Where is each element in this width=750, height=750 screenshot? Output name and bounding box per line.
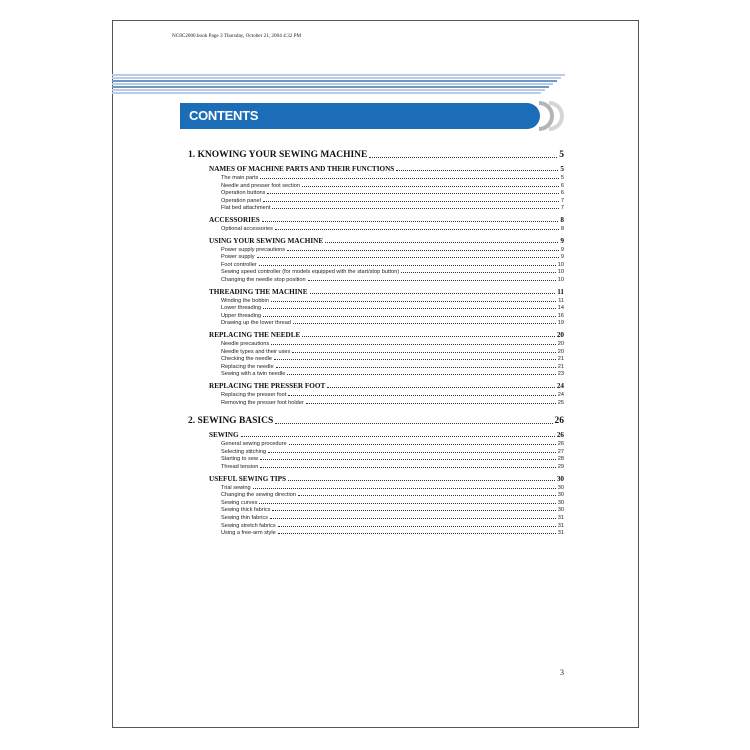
toc-item xyxy=(221,449,564,455)
toc-item xyxy=(221,371,564,377)
toc-item xyxy=(221,515,564,521)
toc-entry-page: 20 xyxy=(557,341,564,347)
dot-leader xyxy=(298,495,556,496)
dot-leader xyxy=(271,301,556,302)
toc-entry-page: 31 xyxy=(557,522,564,529)
toc-entry-page: 31 xyxy=(557,530,564,537)
toc-entry-page: 24 xyxy=(556,382,564,390)
toc-entry-title: REPLACING THE NEEDLE xyxy=(209,331,301,339)
toc-item xyxy=(221,226,564,232)
toc-entry-title: Changing the sewing direction xyxy=(221,492,296,499)
dot-leader xyxy=(306,403,556,404)
toc-item xyxy=(221,492,564,498)
toc-entry-page: 30 xyxy=(556,474,564,483)
toc-entry-title: Needle and presser foot section xyxy=(221,182,300,189)
toc-entry-page: 30 xyxy=(557,499,564,506)
toc-section xyxy=(209,382,564,390)
toc-item xyxy=(221,175,564,181)
dot-leader xyxy=(289,444,556,445)
toc-entry-title: Sewing with a twin needle xyxy=(221,371,286,378)
toc-entry-page: 5 xyxy=(560,175,564,181)
dot-leader xyxy=(369,157,557,158)
toc-entry-page: 30 xyxy=(557,492,564,499)
dot-leader xyxy=(272,510,555,511)
toc-entry-title: Checking the needle xyxy=(221,356,273,363)
toc-entry-page: 30 xyxy=(557,484,564,491)
toc-entry-page: 26 xyxy=(557,441,564,448)
toc-item xyxy=(221,364,564,370)
toc-entry-title: SEWING xyxy=(209,431,239,440)
contents-title: CONTENTS xyxy=(189,108,259,123)
toc-entry-page: 26 xyxy=(554,416,564,427)
toc-item xyxy=(221,305,564,311)
dot-leader xyxy=(271,344,556,345)
dot-leader xyxy=(278,526,556,527)
dot-leader xyxy=(401,272,556,273)
dot-leader xyxy=(274,359,556,360)
toc-entry-title: Power supply precautions xyxy=(221,246,286,253)
toc-entry-page: 8 xyxy=(560,226,564,232)
toc-entry-title: 1. KNOWING YOUR SEWING MACHINE xyxy=(188,150,368,160)
toc-item xyxy=(221,254,564,260)
toc-entry-title: Sewing curves xyxy=(221,499,258,506)
dot-leader xyxy=(327,387,555,388)
toc-entry-title: 2. SEWING BASICS xyxy=(188,416,274,427)
toc-item xyxy=(221,341,564,347)
toc-entry-title: Sewing speed controller (for models equipped with the start/stop button) xyxy=(221,269,400,276)
page-number: 3 xyxy=(560,668,564,677)
toc-item xyxy=(221,464,564,470)
dot-leader xyxy=(268,452,556,453)
toc-section xyxy=(209,475,564,483)
toc-entry-title: Sewing thick fabrics xyxy=(221,507,271,514)
toc-item xyxy=(221,298,564,304)
toc-entry-title: Lower threading xyxy=(221,305,262,312)
dot-leader xyxy=(263,201,559,202)
toc-entry-title: Foot controller xyxy=(221,261,257,268)
toc-entry-title: Upper threading xyxy=(221,312,262,319)
dot-leader xyxy=(260,178,559,179)
toc-entry-page: 28 xyxy=(557,456,564,463)
toc-entry-page: 14 xyxy=(557,305,564,312)
toc-entry-title: Thread tension xyxy=(221,464,259,470)
dot-leader xyxy=(396,170,558,171)
toc-entry-page: 6 xyxy=(560,182,564,189)
toc-entry-title: Using a free-arm style xyxy=(221,530,276,537)
dot-leader xyxy=(308,280,556,281)
dot-leader xyxy=(293,323,556,324)
toc-entry-title: Needle precautions xyxy=(221,341,270,347)
toc-entry-page: 21 xyxy=(557,363,564,370)
toc-entry-page: 23 xyxy=(557,371,564,378)
toc-section xyxy=(209,431,564,439)
toc-item xyxy=(221,500,564,506)
toc-entry-page: 10 xyxy=(557,277,564,283)
toc-entry-page: 21 xyxy=(557,356,564,363)
toc-item xyxy=(221,356,564,362)
dot-leader xyxy=(288,480,555,481)
toc-section xyxy=(209,288,564,296)
toc-entry-page: 10 xyxy=(557,269,564,276)
toc-entry-page: 29 xyxy=(557,464,564,470)
toc-item xyxy=(221,456,564,462)
toc-entry-title: NAMES OF MACHINE PARTS AND THEIR FUNCTIONS xyxy=(209,165,395,173)
toc-entry-title: Optional accessories xyxy=(221,226,273,232)
dot-leader xyxy=(253,488,556,489)
dot-leader xyxy=(263,308,556,309)
toc-entry-page: 20 xyxy=(557,348,564,355)
dot-leader xyxy=(257,257,559,258)
dot-leader xyxy=(260,459,556,460)
toc-entry-page: 19 xyxy=(557,320,564,327)
dot-leader xyxy=(275,423,552,424)
toc-item xyxy=(221,441,564,447)
toc-chapter xyxy=(188,416,564,426)
dot-leader xyxy=(270,518,556,519)
toc-item xyxy=(221,523,564,529)
toc-entry-title: Changing the needle stop position xyxy=(221,277,306,283)
toc-item xyxy=(221,349,564,355)
toc-entry-title: USING YOUR SEWING MACHINE xyxy=(209,236,324,245)
toc-section xyxy=(209,216,564,224)
toc-section xyxy=(209,237,564,245)
toc-item xyxy=(221,530,564,536)
dot-leader xyxy=(259,503,555,504)
dot-leader xyxy=(292,352,555,353)
toc-item xyxy=(221,313,564,319)
toc-item xyxy=(221,247,564,253)
dot-leader xyxy=(241,436,555,437)
toc-entry-page: 9 xyxy=(560,254,564,261)
dot-leader xyxy=(262,221,559,222)
toc-item xyxy=(221,392,564,398)
toc-entry-page: 5 xyxy=(559,150,564,160)
toc-entry-title: Operation buttons xyxy=(221,190,266,197)
toc-entry-title: Drawing up the lower thread xyxy=(221,320,291,327)
toc-item xyxy=(221,198,564,204)
toc-item xyxy=(221,485,564,491)
toc-entry-title: Selecting stitching xyxy=(221,448,267,455)
toc-entry-title: Needle types and their uses xyxy=(221,348,291,355)
toc-item xyxy=(221,262,564,268)
toc-entry-title: Removing the presser foot holder xyxy=(221,399,304,406)
toc-item xyxy=(221,320,564,326)
toc-entry-page: 7 xyxy=(560,197,564,204)
toc-item xyxy=(221,183,564,189)
dot-leader xyxy=(263,316,556,317)
toc-entry-page: 27 xyxy=(557,448,564,455)
toc-entry-title: Sewing stretch fabrics xyxy=(221,522,276,529)
dot-leader xyxy=(272,208,558,209)
toc-entry-title: Winding the bobbin xyxy=(221,297,269,304)
toc-entry-title: Sewing thin fabrics xyxy=(221,515,268,521)
toc-item xyxy=(221,507,564,513)
toc-entry-page: 9 xyxy=(560,236,564,245)
toc-entry-page: 10 xyxy=(557,261,564,268)
toc-entry-page: 24 xyxy=(557,392,564,398)
toc-entry-page: 6 xyxy=(560,190,564,197)
toc-entry-page: 26 xyxy=(556,431,564,440)
dot-leader xyxy=(276,367,556,368)
dot-leader xyxy=(259,265,556,266)
dot-leader xyxy=(288,395,555,396)
toc-entry-page: 11 xyxy=(558,297,564,304)
dot-leader xyxy=(260,467,555,468)
toc-entry-page: 25 xyxy=(557,399,564,406)
dot-leader xyxy=(278,533,556,534)
toc-entry-title: USEFUL SEWING TIPS xyxy=(209,474,286,483)
toc-entry-page: 30 xyxy=(557,507,564,514)
toc-entry-title: Operation panel xyxy=(221,197,261,204)
toc-section xyxy=(209,331,564,339)
toc-entry-page: 9 xyxy=(560,246,564,253)
toc-item xyxy=(221,205,564,211)
toc-entry-title: Replacing the needle xyxy=(221,363,274,370)
toc-entry-title: Starting to sew xyxy=(221,456,258,463)
toc-entry-page: 8 xyxy=(560,216,564,224)
toc-entry-title: General sewing procedure xyxy=(221,441,287,448)
toc-item xyxy=(221,400,564,406)
toc-entry-title: REPLACING THE PRESSER FOOT xyxy=(209,382,326,390)
dot-leader xyxy=(302,336,554,337)
dot-leader xyxy=(302,186,559,187)
toc-entry-title: Replacing the presser foot xyxy=(221,392,287,398)
dot-leader xyxy=(325,242,558,243)
dot-leader xyxy=(287,374,555,375)
toc-entry-title: ACCESSORIES xyxy=(209,216,260,224)
toc-entry-page: 16 xyxy=(557,312,564,319)
toc-entry-page: 20 xyxy=(556,331,564,339)
toc-item xyxy=(221,269,564,275)
toc-entry-page: 11 xyxy=(557,287,564,296)
toc-chapter xyxy=(188,150,564,160)
toc-item xyxy=(221,190,564,196)
toc-entry-page: 5 xyxy=(560,165,564,173)
dot-leader xyxy=(267,193,558,194)
dot-leader xyxy=(310,293,556,294)
dot-leader xyxy=(275,229,559,230)
toc-entry-page: 7 xyxy=(560,205,564,212)
toc-entry-title: Power supply xyxy=(221,254,255,261)
toc-entry-title: Trial sewing xyxy=(221,484,251,491)
toc-entry-title: THREADING THE MACHINE xyxy=(209,287,308,296)
toc-entry-page: 31 xyxy=(557,515,564,521)
toc-entry-title: The main parts xyxy=(221,175,259,181)
dot-leader xyxy=(287,250,559,251)
toc-item xyxy=(221,277,564,283)
toc-entry-title: Flat bed attachment xyxy=(221,205,271,212)
file-header-line: NC8C2000.book Page 3 Thursday, October 21, 2004 4:32 PM xyxy=(172,33,302,39)
toc-section xyxy=(209,165,564,173)
